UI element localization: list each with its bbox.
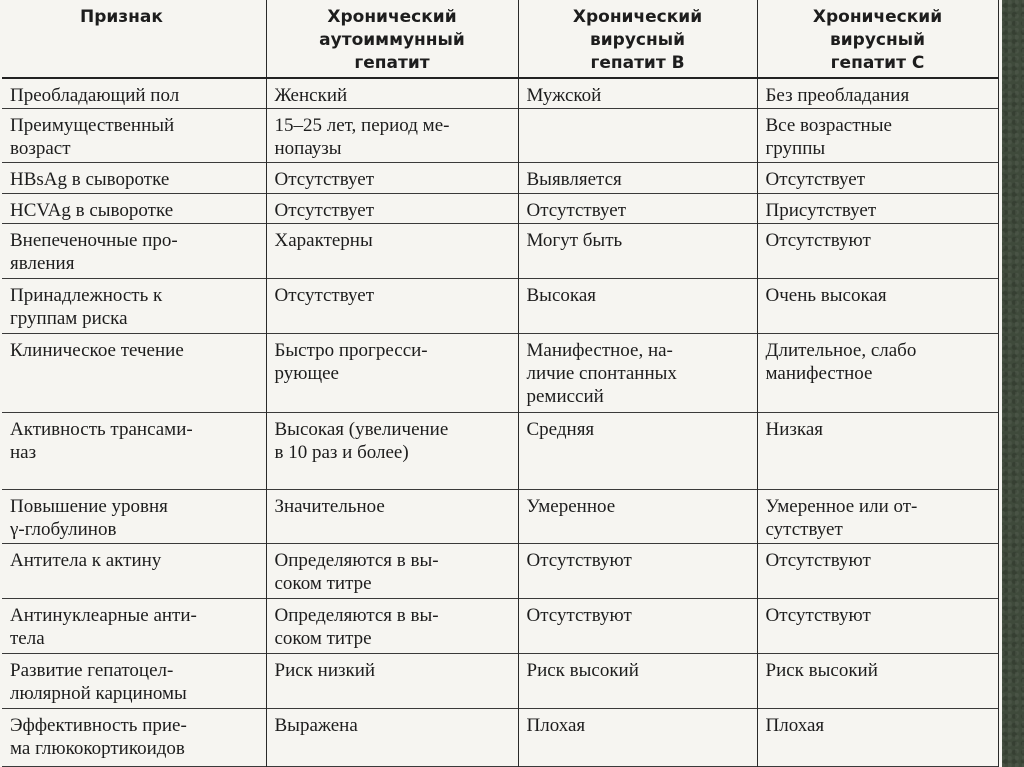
value-cell: Быстро прогресси- рующее [266,333,518,412]
value-cell: Все возрастные группы [757,108,998,162]
feature-cell: HBsAg в сыворотке [2,162,266,193]
value-cell: Выражена [266,708,518,766]
value-cell: Высокая [518,278,757,333]
table-row [2,223,998,278]
table-row [2,333,998,412]
value-cell: Очень высокая [757,278,998,333]
value-cell: Отсутствует [266,162,518,193]
header-row [2,0,998,78]
value-cell: Риск низкий [266,653,518,708]
value-cell: Умеренное [518,489,757,543]
value-cell [518,108,757,162]
feature-cell: Эффективность прие- ма глюкокортикоидов [2,708,266,766]
feature-cell: HCVAg в сыворотке [2,193,266,223]
value-cell: Без преобладания [757,78,998,108]
feature-cell: Преимущественный возраст [2,108,266,162]
hepatitis-comparison-table [2,0,999,767]
value-cell: Отсутствуют [757,543,998,598]
feature-cell: Клиническое течение [2,333,266,412]
feature-cell: Внепеченочные про- явления [2,223,266,278]
feature-cell: Антитела к актину [2,543,266,598]
feature-cell: Антинуклеарные анти- тела [2,598,266,653]
value-cell: Присутствует [757,193,998,223]
table-row [2,412,998,489]
value-cell: Отсутствует [266,278,518,333]
value-cell: Женский [266,78,518,108]
value-cell: Определяются в вы- соком титре [266,598,518,653]
value-cell: Характерны [266,223,518,278]
value-cell: Отсутствуют [757,598,998,653]
table-row [2,108,998,162]
table-row [2,489,998,543]
header-cell: Хронический вирусный гепатит B [518,0,757,78]
value-cell: Длительное, слабо манифестное [757,333,998,412]
value-cell: Могут быть [518,223,757,278]
feature-cell: Преобладающий пол [2,78,266,108]
value-cell: Риск высокий [518,653,757,708]
value-cell: Определяются в вы- соком титре [266,543,518,598]
feature-cell: Повышение уровня γ-глобулинов [2,489,266,543]
value-cell: Выявляется [518,162,757,193]
feature-cell: Принадлежность к группам риска [2,278,266,333]
table-row [2,193,998,223]
value-cell: Отсутствует [266,193,518,223]
feature-cell: Активность трансами- наз [2,412,266,489]
value-cell: Отсутствуют [518,543,757,598]
value-cell: 15–25 лет, период ме- нопаузы [266,108,518,162]
header-cell: Хронический вирусный гепатит C [757,0,998,78]
value-cell: Манифестное, на- личие спонтанных ремиссий [518,333,757,412]
value-cell: Отсутствует [757,162,998,193]
header-cell: Признак [2,0,266,78]
table-row [2,543,998,598]
table-row [2,162,998,193]
table-row [2,78,998,108]
value-cell: Отсутствуют [757,223,998,278]
value-cell: Плохая [757,708,998,766]
table-row [2,708,998,766]
value-cell: Низкая [757,412,998,489]
value-cell: Значительное [266,489,518,543]
table-row [2,598,998,653]
feature-cell: Развитие гепатоцел- люлярной карциномы [2,653,266,708]
table-body [2,78,998,766]
value-cell: Умеренное или от- сутствует [757,489,998,543]
value-cell: Средняя [518,412,757,489]
table-row [2,278,998,333]
value-cell: Мужской [518,78,757,108]
table-row [2,653,998,708]
value-cell: Отсутствуют [518,598,757,653]
value-cell: Плохая [518,708,757,766]
value-cell: Риск высокий [757,653,998,708]
value-cell: Отсутствует [518,193,757,223]
header-cell: Хронический аутоиммунный гепатит [266,0,518,78]
value-cell: Высокая (увеличение в 10 раз и более) [266,412,518,489]
